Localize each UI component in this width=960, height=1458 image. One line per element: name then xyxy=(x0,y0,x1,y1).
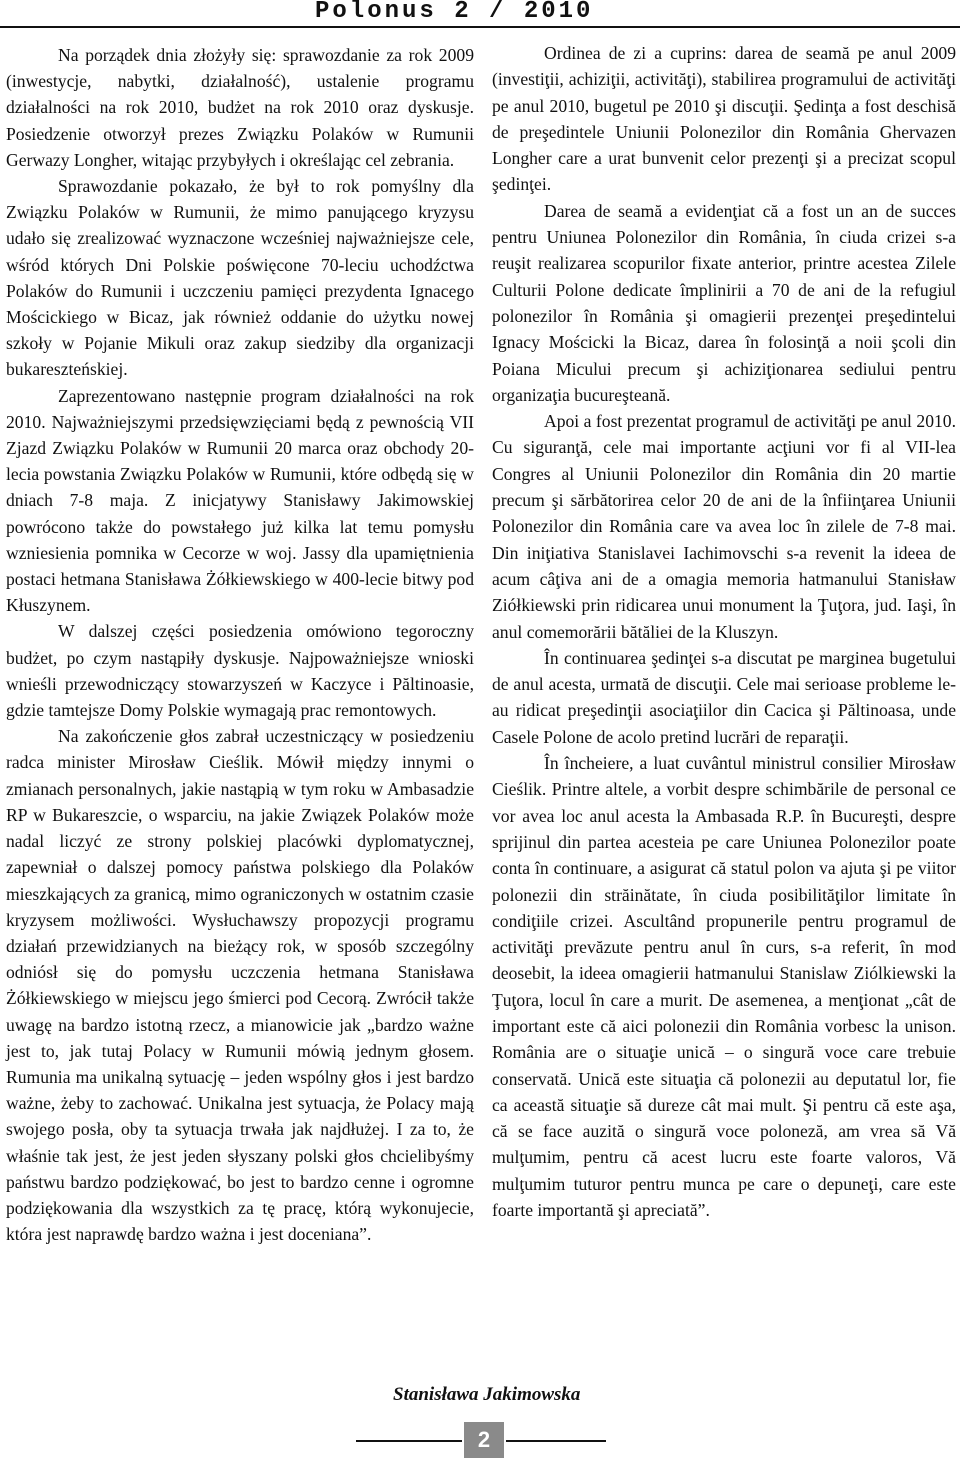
publication-title: Polonus 2 / 2010 xyxy=(315,0,594,25)
paragraph: Na zakończenie głos zabrał uczestniczący w posiedzeniu radca minister Mirosław Cieślik. Mówił między innymi o zmianach personalnych, jakie nastąpią w tym roku w Ambasadzie RP w Bukareszcie, o wsparciu, na jakie Związek Polaków może nadal liczyć ze strony polskiej placówki dyplomatycznej, zapewniał o dalszej pomocy państwa polskiego dla Polaków mieszkających za granicą, mimo ograniczonych w ostatnim czasie kryzysem możliwości. Wysłuchawszy propozycji programu działań przewidzianych na bieżący rok, w sposób szczególny odniósł się do pomysłu uczczenia hetmana Stanisława Żółkiewskiego w miejscu jego śmierci pod Cecorą. Zwrócił także uwagę na bardzo istotną rzecz, a mianowicie jak „bardzo ważne jest to, jak tutaj Polacy w Rumunii mówią jednym głosem. Rumunia ma unikalną sytuację – jeden wspólny głos i jest bardzo ważne, żeby to zachować. Unikalna jest sytuacja, że Polacy mają swojego posła, oby ta sytuacja trwała jak najdłużej. I za to, że właśnie tak jest, że jest jeden słyszany polski głos chcielibyśmy państwu bardzo podziękować, bo jest to bardzo cenne i ogromne podziękowania dla wszystkich za tę pracę, którą wykonujecie, która jest naprawdę bardzo ważna i jest doceniana”. xyxy=(6,726,474,1245)
paragraph: Darea de seamă a evidenţiat că a fost un an de succes pentru Uniunea Polonezilor din România, în ciuda crizei s-a reuşit realizarea scopurilor fixate anterior, printre acestea Zilele Culturii Polone dedicate împlinirii a 70 de ani de la refugiul polonezilor în România şi omagierii prezenţei preşedintelui Ignacy Mościcki la Bicaz, darea în folosinţă a noii şcoli din Poiana Micului precum şi achiziţionarea sediului pentru organizaţia bucureşteană. xyxy=(492,200,956,405)
page-header xyxy=(0,0,960,26)
paragraph: În continuarea şedinţei s-a discutat pe marginea bugetului de anul acesta, urmată de discuţii. Cele mai serioase probleme le-au ridicat preşedinţii asociaţiilor din Cacica şi Păltinoasa, unde Casele Polone de acolo pretind lucrări de reparaţii. xyxy=(492,647,956,747)
header-rule xyxy=(0,26,960,28)
paragraph: În încheiere, a luat cuvântul ministrul consilier Mirosław Cieślik. Printre altele, a vorbit despre schimbările de personal ce vor avea loc anul acesta la Ambasada R.P. în Bucureşti, despre sprijinul din partea acesteia pe care Uniunea Polonezilor poate conta în continuare, a asigurat că statul polon va ajuta şi pe viitor polonezii din străinătate, în ciuda posibilităţilor limitate în condiţiile crizei. Ascultând propunerile pentru programul de activităţi prevăzute pentru anul în curs, s-a referit, în mod deosebit, la ideea omagierii hatmanului Stanislaw Ziólkiewski la Ţuţora, locul în care a murit. De asemenea, a menţionat „cât de important este că aici polonezii din România vorbesc la unison. România are o situaţie unică – o singură voce care trebuie conservată. Unică este situaţia că polonezii au deputatul lor, fie ca această situaţie să dureze cât mai mult. Şi pentru că este aşa, că se face auzită o singură voce poloneză, am vrea să Vă mulţumim, pentru că acest lucru este foarte valoros, Vă mulţumim tuturor pentru munca pe care o depuneţi, care este foarte importantă şi apreciată”. xyxy=(492,753,956,1221)
right-column-romanian xyxy=(492,40,956,1223)
author-signature: Stanisława Jakimowska xyxy=(393,1384,581,1405)
paragraph: Sprawozdanie pokazało, że był to rok pomyślny dla Związku Polaków w Rumunii, że mimo panującego kryzysu udało się zrealizować wyznaczone wcześniej najważniejsze cele, wśród których Dni Polskie poświęcone 70-leciu uchodźctwa Polaków do Rumunii i uczczeniu pamięci prezydenta Ignacego Mościckiego w Bicaz, jak również oddanie do użytku nowej szkoły w Pojanie Mikuli oraz zakup siedziby dla organizacji bukareszteńskiej. xyxy=(6,176,474,380)
paragraph: Ordinea de zi a cuprins: darea de seamă pe anul 2009 (investiţii, achiziţii, activităţi), stabilirea programului de activităţi pe anul 2010, bugetul pe 2010 şi discuţii. Şedinţa a fost deschisă de preşedintele Uniunii Polonezilor din România Ghervazen Longher care a urat bunvenit celor prezenţi şi a precizat scopul şedinţei. xyxy=(492,43,956,195)
footer-rule-left xyxy=(356,1440,462,1442)
paragraph: Na porządek dnia złożyły się: sprawozdanie za rok 2009 (inwestycje, nabytki, działalność), ustalenie programu działalności na rok 2010, budżet na rok 2010 oraz dyskusje. Posiedzenie otworzył prezes Związku Polaków w Rumunii Gerwazy Longher, witając przybyłych i określając cel zebrania. xyxy=(6,45,474,170)
page-number-badge: 2 xyxy=(464,1422,504,1458)
left-column-polish xyxy=(6,42,474,1247)
footer-rule-right xyxy=(506,1440,606,1442)
paragraph: Zaprezentowano następnie program działalności na rok 2010. Najważniejszymi przedsięwzięciami będą z pewnością VII Zjazd Związku Polaków w Rumunii 20 marca oraz obchody 20-lecia powstania Związku Polaków w Rumunii, które odbędą się w dniach 7-8 maja. Z inicjatywy Stanisławy Jakimowskiej powrócono także do powstałego już kilka lat temu pomysłu wzniesienia pomnika w Cecorze w woj. Jassy dla upamiętnienia postaci hetmana Stanisława Żółkiewskiego w 400-lecie bitwy pod Kłuszynem. xyxy=(6,385,474,616)
paragraph: W dalszej części posiedzenia omówiono tegoroczny budżet, po czym nastąpiły dyskusje. Najpoważniejsze wnioski wnieśli przewodniczący stowarzyszeń w Kaczyce i Păltinoasie, gdzie tamtejsze Domy Polskie wymagają prac remontowych. xyxy=(6,621,474,721)
paragraph: Apoi a fost prezentat programul de activităţi pe anul 2010. Cu siguranţă, cele mai importante acţiuni vor fi al VII-lea Congres al Uniunii Polonezilor din România din 20 martie precum şi sărbătorirea celor 20 de ani de la înfiinţarea Uniunii Polonezilor din România care va avea loc în zilele de 7-8 mai. Din iniţiativa Stanislavei Iachimovschi s-a revenit la ideea de acum câţiva ani de a omagia memoria hatmanului Stanisław Ziółkiewski prin ridicarea unui monument la Ţuţora, jud. Iaşi, în anul comemorării bătăliei de la Kluszyn. xyxy=(492,411,956,642)
